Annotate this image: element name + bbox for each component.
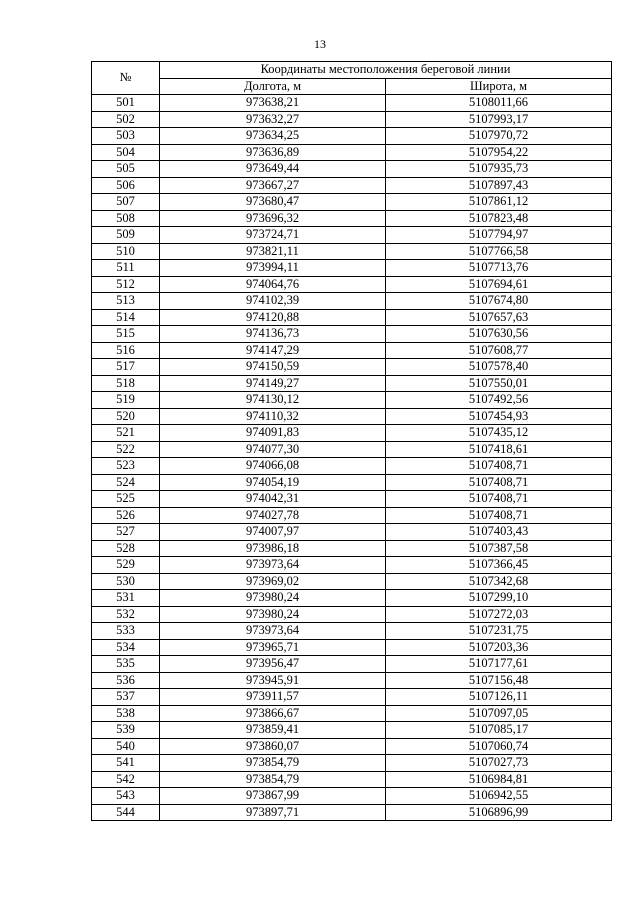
latitude-cell: 5107823,48	[386, 210, 612, 227]
longitude-cell: 973724,71	[160, 227, 386, 244]
table-row	[92, 474, 612, 491]
row-number: 542	[92, 771, 160, 788]
table-row	[92, 606, 612, 623]
latitude-cell: 5107097,05	[386, 705, 612, 722]
latitude-cell: 5107492,56	[386, 392, 612, 409]
row-number: 544	[92, 804, 160, 821]
longitude-cell: 974120,88	[160, 309, 386, 326]
longitude-cell: 973973,64	[160, 557, 386, 574]
longitude-cell: 973866,67	[160, 705, 386, 722]
latitude-cell: 5107954,22	[386, 144, 612, 161]
longitude-cell: 974110,32	[160, 408, 386, 425]
table-header-row	[92, 62, 612, 79]
latitude-cell: 5107766,58	[386, 243, 612, 260]
latitude-cell: 5107408,71	[386, 474, 612, 491]
table-row	[92, 375, 612, 392]
table-row	[92, 705, 612, 722]
latitude-cell: 5106984,81	[386, 771, 612, 788]
latitude-cell: 5107674,80	[386, 293, 612, 310]
longitude-cell: 973854,79	[160, 755, 386, 772]
row-number: 541	[92, 755, 160, 772]
row-number: 529	[92, 557, 160, 574]
row-number: 534	[92, 639, 160, 656]
latitude-cell: 5107935,73	[386, 161, 612, 178]
coordinates-table	[91, 61, 612, 821]
longitude-cell: 973867,99	[160, 788, 386, 805]
longitude-cell: 973634,25	[160, 128, 386, 145]
table-row	[92, 788, 612, 805]
longitude-cell: 974130,12	[160, 392, 386, 409]
table-row	[92, 656, 612, 673]
longitude-cell: 974147,29	[160, 342, 386, 359]
row-number: 504	[92, 144, 160, 161]
latitude-cell: 5107861,12	[386, 194, 612, 211]
row-number: 524	[92, 474, 160, 491]
longitude-cell: 974091,83	[160, 425, 386, 442]
longitude-cell: 973649,44	[160, 161, 386, 178]
row-number: 522	[92, 441, 160, 458]
row-number: 525	[92, 491, 160, 508]
latitude-cell: 5107694,61	[386, 276, 612, 293]
table-row	[92, 210, 612, 227]
latitude-cell: 5107027,73	[386, 755, 612, 772]
row-number: 506	[92, 177, 160, 194]
longitude-cell: 973897,71	[160, 804, 386, 821]
latitude-cell: 5107231,75	[386, 623, 612, 640]
latitude-cell: 5107993,17	[386, 111, 612, 128]
row-number: 508	[92, 210, 160, 227]
table-row	[92, 524, 612, 541]
longitude-cell: 974077,30	[160, 441, 386, 458]
table-row	[92, 573, 612, 590]
table-row	[92, 128, 612, 145]
longitude-cell: 973911,57	[160, 689, 386, 706]
table-row	[92, 738, 612, 755]
row-number: 512	[92, 276, 160, 293]
row-number: 539	[92, 722, 160, 739]
row-number: 532	[92, 606, 160, 623]
row-number: 517	[92, 359, 160, 376]
latitude-cell: 5107970,72	[386, 128, 612, 145]
row-number: 514	[92, 309, 160, 326]
latitude-cell: 5107403,43	[386, 524, 612, 541]
latitude-cell: 5108011,66	[386, 95, 612, 112]
latitude-cell: 5107342,68	[386, 573, 612, 590]
table-row	[92, 590, 612, 607]
table-row	[92, 491, 612, 508]
table-row	[92, 194, 612, 211]
longitude-cell: 973854,79	[160, 771, 386, 788]
table-row	[92, 689, 612, 706]
latitude-cell: 5107897,43	[386, 177, 612, 194]
latitude-cell: 5107630,56	[386, 326, 612, 343]
header-latitude: Широта, м	[386, 78, 612, 95]
row-number: 509	[92, 227, 160, 244]
row-number: 516	[92, 342, 160, 359]
row-number: 523	[92, 458, 160, 475]
table-row	[92, 507, 612, 524]
row-number: 519	[92, 392, 160, 409]
latitude-cell: 5107085,17	[386, 722, 612, 739]
table-row	[92, 392, 612, 409]
row-number: 528	[92, 540, 160, 557]
row-number: 505	[92, 161, 160, 178]
longitude-cell: 973667,27	[160, 177, 386, 194]
latitude-cell: 5107366,45	[386, 557, 612, 574]
table-row	[92, 639, 612, 656]
table-row	[92, 557, 612, 574]
longitude-cell: 973956,47	[160, 656, 386, 673]
longitude-cell: 974149,27	[160, 375, 386, 392]
longitude-cell: 973965,71	[160, 639, 386, 656]
row-number: 510	[92, 243, 160, 260]
header-coordinates-group: Координаты местоположения береговой линии	[160, 62, 612, 79]
latitude-cell: 5107299,10	[386, 590, 612, 607]
longitude-cell: 973980,24	[160, 606, 386, 623]
longitude-cell: 973860,07	[160, 738, 386, 755]
table-body	[92, 95, 612, 821]
table-subheader-row	[92, 78, 612, 95]
latitude-cell: 5107060,74	[386, 738, 612, 755]
longitude-cell: 973680,47	[160, 194, 386, 211]
row-number: 502	[92, 111, 160, 128]
row-number: 520	[92, 408, 160, 425]
longitude-cell: 974136,73	[160, 326, 386, 343]
longitude-cell: 973696,32	[160, 210, 386, 227]
table-row	[92, 672, 612, 689]
latitude-cell: 5107435,12	[386, 425, 612, 442]
row-number: 511	[92, 260, 160, 277]
row-number: 513	[92, 293, 160, 310]
latitude-cell: 5106942,55	[386, 788, 612, 805]
row-number: 543	[92, 788, 160, 805]
row-number: 538	[92, 705, 160, 722]
longitude-cell: 973980,24	[160, 590, 386, 607]
longitude-cell: 973859,41	[160, 722, 386, 739]
latitude-cell: 5107126,11	[386, 689, 612, 706]
latitude-cell: 5107657,63	[386, 309, 612, 326]
table-row	[92, 260, 612, 277]
table-row	[92, 326, 612, 343]
row-number: 537	[92, 689, 160, 706]
longitude-cell: 973632,27	[160, 111, 386, 128]
table-row	[92, 755, 612, 772]
table-row	[92, 144, 612, 161]
table-row	[92, 95, 612, 112]
row-number: 526	[92, 507, 160, 524]
table-row	[92, 623, 612, 640]
longitude-cell: 974007,97	[160, 524, 386, 541]
longitude-cell: 974066,08	[160, 458, 386, 475]
row-number: 536	[92, 672, 160, 689]
table-row	[92, 309, 612, 326]
table-row	[92, 771, 612, 788]
latitude-cell: 5107550,01	[386, 375, 612, 392]
longitude-cell: 974064,76	[160, 276, 386, 293]
latitude-cell: 5107272,03	[386, 606, 612, 623]
latitude-cell: 5107713,76	[386, 260, 612, 277]
table-row	[92, 177, 612, 194]
table-row	[92, 243, 612, 260]
header-longitude: Долгота, м	[160, 78, 386, 95]
table-row	[92, 408, 612, 425]
latitude-cell: 5107408,71	[386, 458, 612, 475]
row-number: 540	[92, 738, 160, 755]
latitude-cell: 5107454,93	[386, 408, 612, 425]
longitude-cell: 974042,31	[160, 491, 386, 508]
latitude-cell: 5107156,48	[386, 672, 612, 689]
latitude-cell: 5107418,61	[386, 441, 612, 458]
longitude-cell: 974102,39	[160, 293, 386, 310]
row-number: 515	[92, 326, 160, 343]
longitude-cell: 973638,21	[160, 95, 386, 112]
latitude-cell: 5107408,71	[386, 507, 612, 524]
row-number: 507	[92, 194, 160, 211]
table-row	[92, 722, 612, 739]
header-number: №	[92, 62, 160, 95]
table-row	[92, 293, 612, 310]
page-number: 13	[314, 37, 326, 51]
longitude-cell: 973994,11	[160, 260, 386, 277]
longitude-cell: 973945,91	[160, 672, 386, 689]
table-row	[92, 804, 612, 821]
table-row	[92, 359, 612, 376]
latitude-cell: 5107578,40	[386, 359, 612, 376]
table-row	[92, 441, 612, 458]
table-row	[92, 540, 612, 557]
row-number: 501	[92, 95, 160, 112]
longitude-cell: 973821,11	[160, 243, 386, 260]
latitude-cell: 5107387,58	[386, 540, 612, 557]
row-number: 503	[92, 128, 160, 145]
table-row	[92, 227, 612, 244]
longitude-cell: 973986,18	[160, 540, 386, 557]
longitude-cell: 974150,59	[160, 359, 386, 376]
latitude-cell: 5107408,71	[386, 491, 612, 508]
latitude-cell: 5107608,77	[386, 342, 612, 359]
row-number: 530	[92, 573, 160, 590]
longitude-cell: 974054,19	[160, 474, 386, 491]
table-row	[92, 342, 612, 359]
table-row	[92, 161, 612, 178]
longitude-cell: 973973,64	[160, 623, 386, 640]
longitude-cell: 974027,78	[160, 507, 386, 524]
table-row	[92, 458, 612, 475]
latitude-cell: 5107203,36	[386, 639, 612, 656]
row-number: 533	[92, 623, 160, 640]
latitude-cell: 5107794,97	[386, 227, 612, 244]
row-number: 531	[92, 590, 160, 607]
row-number: 521	[92, 425, 160, 442]
table-row	[92, 111, 612, 128]
latitude-cell: 5106896,99	[386, 804, 612, 821]
row-number: 527	[92, 524, 160, 541]
latitude-cell: 5107177,61	[386, 656, 612, 673]
table-row	[92, 425, 612, 442]
row-number: 518	[92, 375, 160, 392]
table-row	[92, 276, 612, 293]
row-number: 535	[92, 656, 160, 673]
longitude-cell: 973969,02	[160, 573, 386, 590]
longitude-cell: 973636,89	[160, 144, 386, 161]
